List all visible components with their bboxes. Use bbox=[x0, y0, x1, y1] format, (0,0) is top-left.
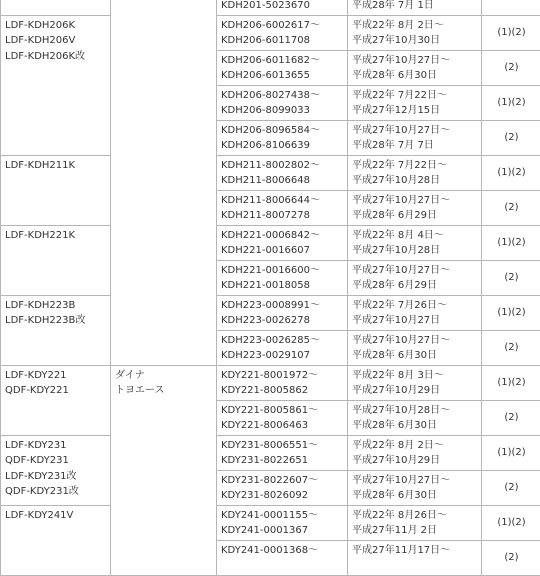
table-row bbox=[1, 505, 540, 540]
serial-range-cell bbox=[217, 470, 348, 505]
note-cell: (1)(2) bbox=[482, 85, 540, 120]
serial-range-cell bbox=[217, 190, 348, 225]
text-line: 平成27年10月28日 bbox=[352, 173, 479, 189]
text-line: KDH223-0026285～ bbox=[221, 333, 345, 349]
text-line: 平成27年10月27日～ bbox=[352, 333, 479, 349]
vehicle-name-cell bbox=[111, 365, 217, 575]
table-row bbox=[1, 435, 540, 470]
text-line: KDH206-8096584～ bbox=[221, 123, 345, 139]
note-cell: (1)(2) bbox=[482, 365, 540, 400]
text-line: KDH206-6011682～ bbox=[221, 53, 345, 69]
text-line: KDH211-8006644～ bbox=[221, 193, 345, 209]
text-line: KDY241-0001368～ bbox=[221, 543, 345, 559]
text-line: KDY221-8006463 bbox=[221, 418, 345, 434]
text-line: KDH211-8002802～ bbox=[221, 158, 345, 174]
table-row bbox=[1, 0, 540, 15]
text-line: LDF-KDY231 bbox=[5, 438, 108, 454]
text-line: LDF-KDH221K bbox=[5, 228, 108, 244]
model-cell bbox=[1, 505, 111, 575]
table-row bbox=[1, 295, 540, 330]
production-period-cell bbox=[348, 505, 482, 540]
production-period-cell bbox=[348, 190, 482, 225]
serial-range-cell bbox=[217, 120, 348, 155]
text-line: KDY231-8006551～ bbox=[221, 438, 345, 454]
production-period-cell bbox=[348, 155, 482, 190]
text-line: LDF-KDH206K bbox=[5, 18, 108, 34]
text-line: QDF-KDY221 bbox=[5, 383, 108, 399]
text-line: KDH206-6013655 bbox=[221, 68, 345, 84]
production-period-cell bbox=[348, 260, 482, 295]
text-line: 平成28年 6月29日 bbox=[352, 278, 479, 294]
serial-range-cell bbox=[217, 50, 348, 85]
text-line: ダイナ bbox=[115, 368, 214, 384]
model-cell bbox=[1, 0, 111, 15]
production-period-cell bbox=[348, 470, 482, 505]
text-line: KDH206-8106639 bbox=[221, 138, 345, 154]
note-cell: (1)(2) bbox=[482, 435, 540, 470]
production-period-cell bbox=[348, 50, 482, 85]
text-line: KDY231-8026092 bbox=[221, 488, 345, 504]
text-line: QDF-KDY231 bbox=[5, 453, 108, 469]
text-line: 平成22年 8月 4日～ bbox=[352, 228, 479, 244]
serial-range-cell bbox=[217, 85, 348, 120]
text-line: KDY221-8005862 bbox=[221, 383, 345, 399]
text-line: KDH201-5023670 bbox=[221, 0, 345, 14]
text-line: LDF-KDH211K bbox=[5, 158, 108, 174]
text-line: 平成27年10月27日～ bbox=[352, 193, 479, 209]
text-line: 平成28年 6月30日 bbox=[352, 418, 479, 434]
text-line: LDF-KDY231改 bbox=[5, 469, 108, 485]
text-line: KDY231-8022607～ bbox=[221, 473, 345, 489]
production-period-cell bbox=[348, 85, 482, 120]
note-cell: (1)(2) bbox=[482, 295, 540, 330]
text-line: KDY241-0001155～ bbox=[221, 508, 345, 524]
text-line: KDH221-0016607 bbox=[221, 243, 345, 259]
table-row bbox=[1, 365, 540, 400]
production-period-cell bbox=[348, 330, 482, 365]
text-line: LDF-KDY221 bbox=[5, 368, 108, 384]
serial-range-cell bbox=[217, 15, 348, 50]
production-period-cell bbox=[348, 435, 482, 470]
production-period-cell bbox=[348, 0, 482, 15]
text-line: KDH206-8099033 bbox=[221, 103, 345, 119]
text-line: 平成28年 7月 1日 bbox=[352, 0, 479, 14]
text-line: 平成27年10月27日～ bbox=[352, 263, 479, 279]
text-line: KDH221-0018058 bbox=[221, 278, 345, 294]
serial-range-cell bbox=[217, 435, 348, 470]
text-line: QDF-KDY231改 bbox=[5, 484, 108, 500]
text-line: 平成27年11月 2日 bbox=[352, 523, 479, 539]
note-cell bbox=[482, 0, 540, 15]
text-line: 平成27年10月29日 bbox=[352, 453, 479, 469]
text-line: KDH223-0008991～ bbox=[221, 298, 345, 314]
note-cell: (1)(2) bbox=[482, 225, 540, 260]
text-line: 平成27年10月27日～ bbox=[352, 473, 479, 489]
text-line: LDF-KDH206V bbox=[5, 33, 108, 49]
note-cell: (2) bbox=[482, 260, 540, 295]
text-line: 平成22年 8月 3日～ bbox=[352, 368, 479, 384]
note-cell: (2) bbox=[482, 330, 540, 365]
text-line: KDH211-8006648 bbox=[221, 173, 345, 189]
text-line: 平成27年10月28日～ bbox=[352, 403, 479, 419]
text-line: 平成22年 7月22日～ bbox=[352, 88, 479, 104]
text-line: 平成28年 7月 7日 bbox=[352, 138, 479, 154]
text-line: 平成22年 7月26日～ bbox=[352, 298, 479, 314]
text-line: 平成28年 6月30日 bbox=[352, 68, 479, 84]
text-line: 平成28年 6月30日 bbox=[352, 488, 479, 504]
production-period-cell bbox=[348, 400, 482, 435]
model-cell bbox=[1, 295, 111, 365]
production-period-cell bbox=[348, 365, 482, 400]
serial-range-cell bbox=[217, 0, 348, 15]
text-line: 平成27年12月15日 bbox=[352, 103, 479, 119]
text-line: LDF-KDH223B改 bbox=[5, 313, 108, 329]
text-line: KDH211-8007278 bbox=[221, 208, 345, 224]
serial-range-cell bbox=[217, 225, 348, 260]
text-line: KDH206-8027438～ bbox=[221, 88, 345, 104]
serial-range-cell bbox=[217, 330, 348, 365]
serial-range-cell bbox=[217, 155, 348, 190]
production-period-cell bbox=[348, 15, 482, 50]
model-cell bbox=[1, 365, 111, 435]
production-period-cell bbox=[348, 225, 482, 260]
text-line: KDH221-0016600～ bbox=[221, 263, 345, 279]
serial-range-cell bbox=[217, 295, 348, 330]
table-row bbox=[1, 155, 540, 190]
text-line: 平成27年10月30日 bbox=[352, 33, 479, 49]
note-cell: (2) bbox=[482, 470, 540, 505]
production-period-cell bbox=[348, 120, 482, 155]
serial-range-cell bbox=[217, 540, 348, 575]
text-line: 平成22年 8月 2日～ bbox=[352, 18, 479, 34]
text-line: KDH206-6002617～ bbox=[221, 18, 345, 34]
note-cell: (2) bbox=[482, 190, 540, 225]
note-cell: (1)(2) bbox=[482, 505, 540, 540]
text-line: KDH221-0006842～ bbox=[221, 228, 345, 244]
text-line: 平成28年 6月30日 bbox=[352, 348, 479, 364]
model-cell bbox=[1, 435, 111, 505]
note-cell: (2) bbox=[482, 120, 540, 155]
text-line: KDY221-8005861～ bbox=[221, 403, 345, 419]
model-cell bbox=[1, 155, 111, 225]
text-line: KDH223-0029107 bbox=[221, 348, 345, 364]
text-line: 平成22年 8月26日～ bbox=[352, 508, 479, 524]
table-row bbox=[1, 15, 540, 50]
model-cell bbox=[1, 15, 111, 155]
production-period-cell bbox=[348, 540, 482, 575]
text-line: LDF-KDY241V bbox=[5, 508, 108, 524]
text-line bbox=[221, 558, 345, 574]
model-cell bbox=[1, 225, 111, 295]
note-cell: (1)(2) bbox=[482, 155, 540, 190]
serial-range-cell bbox=[217, 400, 348, 435]
note-cell: (2) bbox=[482, 50, 540, 85]
vehicle-name-cell bbox=[111, 0, 217, 365]
text-line: 平成27年10月27日～ bbox=[352, 123, 479, 139]
text-line: 平成22年 7月22日～ bbox=[352, 158, 479, 174]
text-line: LDF-KDH206K改 bbox=[5, 49, 108, 65]
serial-range-cell bbox=[217, 365, 348, 400]
note-cell: (1)(2) bbox=[482, 15, 540, 50]
table-row bbox=[1, 225, 540, 260]
note-cell: (2) bbox=[482, 400, 540, 435]
production-period-cell bbox=[348, 295, 482, 330]
text-line: 平成27年10月27日 bbox=[352, 313, 479, 329]
text-line bbox=[352, 558, 479, 574]
serial-range-cell bbox=[217, 505, 348, 540]
text-line: KDY231-8022651 bbox=[221, 453, 345, 469]
text-line: 平成27年10月27日～ bbox=[352, 53, 479, 69]
note-cell: (2) bbox=[482, 540, 540, 575]
text-line: KDY221-8001972～ bbox=[221, 368, 345, 384]
text-line: KDH206-6011708 bbox=[221, 33, 345, 49]
text-line: LDF-KDH223B bbox=[5, 298, 108, 314]
text-line: 平成28年 6月29日 bbox=[352, 208, 479, 224]
serial-range-cell bbox=[217, 260, 348, 295]
text-line: KDH223-0026278 bbox=[221, 313, 345, 329]
text-line: トヨエース bbox=[115, 383, 214, 399]
text-line: 平成22年 8月 2日～ bbox=[352, 438, 479, 454]
text-line: KDY241-0001367 bbox=[221, 523, 345, 539]
text-line: 平成27年10月29日 bbox=[352, 383, 479, 399]
text-line: 平成27年11月17日～ bbox=[352, 543, 479, 559]
text-line: 平成27年10月28日 bbox=[352, 243, 479, 259]
